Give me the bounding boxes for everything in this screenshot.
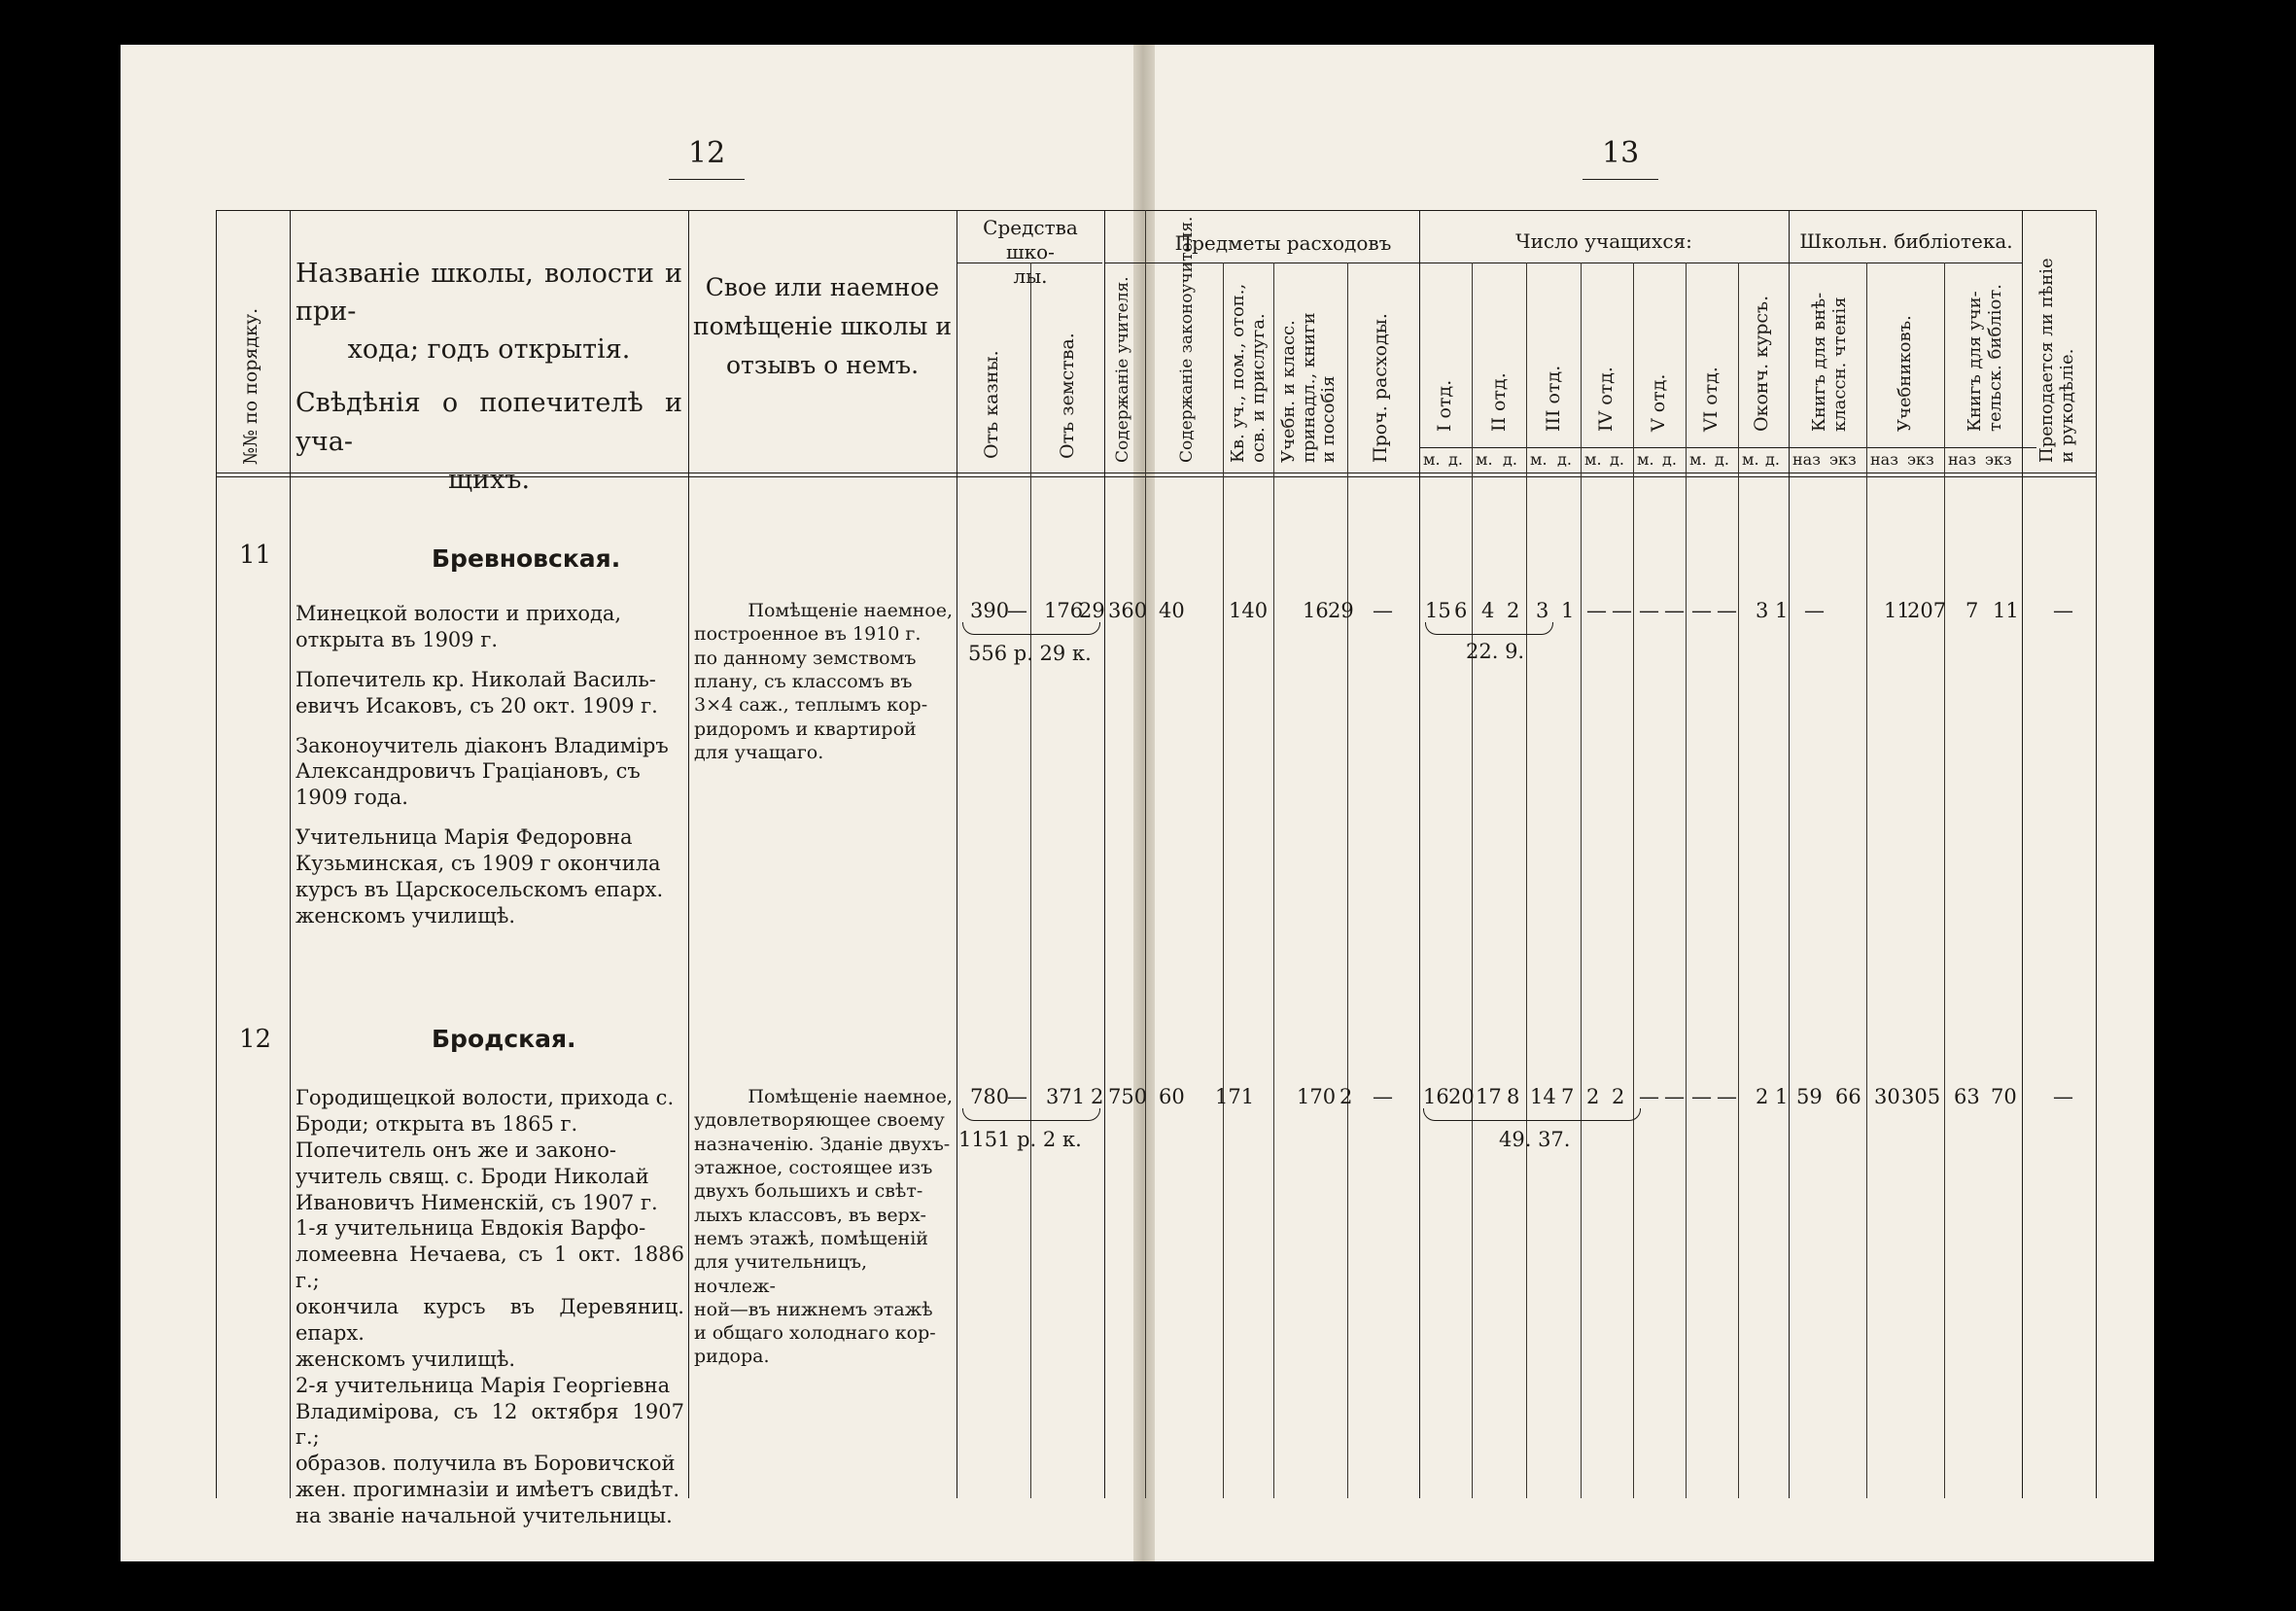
sub-m: м. (1423, 450, 1441, 469)
pupils-m-1: 15 (1425, 599, 1451, 622)
funds-brace (962, 1108, 1100, 1121)
pupils-d-5: — (1664, 599, 1685, 622)
lib-books-eks: 66 (1835, 1085, 1861, 1108)
header-books: Учебн. и класс. принадл., книги и пособія (1278, 312, 1339, 463)
teacher-pay-value: 750 (1108, 1085, 1148, 1108)
law-teacher-value: 40 (1159, 599, 1185, 622)
pupils-m-6: — (1691, 599, 1712, 622)
header-premises: Свое или наемное помѣщеніе школы и отзывъ о немъ. (693, 273, 952, 379)
sub-d: д. (1662, 450, 1677, 469)
sub-d: д. (1448, 450, 1463, 469)
header-dept-2: II отд. (1488, 372, 1510, 432)
housing-value: 171 (1215, 1085, 1255, 1108)
school-info: Минецкой волости и прихода, открыта въ 1909 г. Попечитель кр. Николай Василь- евичъ Исаковъ, съ 20 окт. 1909 г. Законоучитель діаконъ Владиміръ Александровичъ Граціановъ, съ 1909 года. Учительница Марія Федоровна Кузьминская, съ 1909 г окончила курсъ въ Царскосельскомъ епарх. женскомъ училищѣ. (296, 602, 669, 928)
book-gutter (1133, 45, 1155, 1561)
pupils-d-1: 20 (1448, 1085, 1475, 1108)
pupils-m-5: — (1639, 1085, 1659, 1108)
header-expenses: Предметы расходовъ (1174, 231, 1392, 255)
treasury-value: 780 (970, 1085, 1010, 1108)
school-title: Бродская. (432, 1025, 576, 1053)
books-kopecks: 2 (1339, 1085, 1353, 1108)
teacher-lib-eks: 11 (1993, 599, 2019, 622)
header-library: Школьн. библіотека. (1799, 229, 2013, 253)
sub-m: м. (1476, 450, 1493, 469)
other-expenses-value: — (1373, 1085, 1393, 1108)
pupils-d-4: — (1612, 599, 1632, 622)
sub-d: д. (1765, 450, 1780, 469)
header-funds: Средства шко- лы. (983, 216, 1078, 288)
pupils-m-4: — (1586, 599, 1607, 622)
right-page (1144, 45, 2154, 1561)
teacher-lib-naz: 7 (1966, 599, 1979, 622)
header-law-teacher-pay: Содержаніе законоучителя. (1177, 216, 1197, 463)
pupils-d-5: — (1664, 1085, 1685, 1108)
header-finished: Оконч. курсъ. (1751, 295, 1772, 432)
sub-m: м. (1530, 450, 1548, 469)
row-number: 12 (239, 1025, 272, 1054)
finished-m: 3 (1756, 599, 1769, 622)
sub-d: д. (1557, 450, 1572, 469)
pupils-d-6: — (1717, 1085, 1737, 1108)
sub-d: д. (1503, 450, 1517, 469)
header-dept-6: VI отд. (1700, 367, 1722, 432)
books-value: 170 (1297, 1085, 1337, 1108)
pupils-d-3: 1 (1561, 599, 1575, 622)
pupils-m-6: — (1691, 1085, 1712, 1108)
treasury-kopecks: — (1007, 599, 1027, 622)
singing-value: — (2053, 599, 2073, 622)
header-dept-1: I отд. (1434, 379, 1455, 432)
funds-brace (962, 622, 1100, 635)
books-kopecks: 29 (1328, 599, 1354, 622)
header-lib-books: Книгъ для внѣ- классн. чтенія (1809, 292, 1850, 432)
pupils-m-5: — (1639, 599, 1659, 622)
textbooks-naz: 30 (1874, 1085, 1900, 1108)
treasury-kopecks: — (1007, 1085, 1027, 1108)
textbooks-eks: 207 (1907, 599, 1947, 622)
header-singing: Преподается ли пѣніе и рукодѣліе. (2036, 258, 2077, 463)
header-textbooks: Учебниковъ. (1895, 315, 1915, 432)
header-from-zemstvo: Отъ земства. (1057, 333, 1078, 459)
header-dept-5: V отд. (1648, 373, 1669, 432)
pupils-d-2: 2 (1507, 599, 1520, 622)
sub-naz: наз (1948, 450, 1976, 469)
pupils-m-4: 2 (1586, 1085, 1600, 1108)
zemstvo-value: 371 (1046, 1085, 1086, 1108)
zemstvo-kopecks: 2 (1091, 1085, 1104, 1108)
header-from-treasury: Отъ казны. (981, 350, 1002, 459)
header-dept-4: IV отд. (1595, 367, 1617, 432)
sub-d: д. (1715, 450, 1729, 469)
finished-m: 2 (1756, 1085, 1769, 1108)
textbooks-naz: 11 (1884, 599, 1910, 622)
header-pupils: Число учащихся: (1515, 229, 1692, 253)
pupils-total: 22. 9. (1466, 640, 1525, 663)
header-housing: Кв. уч., пом., отоп., осв. и прислуга. (1228, 283, 1269, 463)
lib-books-naz: 59 (1796, 1085, 1823, 1108)
pupils-d-1: 6 (1454, 599, 1468, 622)
pupils-m-3: 3 (1536, 599, 1549, 622)
pupils-d-2: 8 (1507, 1085, 1520, 1108)
textbooks-eks: 305 (1901, 1085, 1941, 1108)
pupils-m-2: 4 (1481, 599, 1495, 622)
teacher-pay-value: 360 (1108, 599, 1148, 622)
school-info: Городищецкой волости, прихода с. Броди; открыта въ 1865 г. Попечитель онъ же и законо- учитель свящ. с. Броди Николай Ивановичъ Нименскій, съ 1907 г. 1-я учительница Евдокія Варфо- ломеевна Нечаева, съ 1 окт. 1886 г.; окончила курсъ въ Деревяниц. епарх. женскомъ училищѣ. 2-я учительница Марія Георгіевна Владимірова, съ 12 октября 1907 г.; образов. получила въ Боровичской жен. прогимназіи и имѣетъ свидѣт. на званіе начальной учительницы. (296, 1086, 684, 1527)
teacher-lib-naz: 63 (1954, 1085, 1980, 1108)
sub-eks: экз (1985, 450, 2012, 469)
singing-value: — (2053, 1085, 2073, 1108)
pupils-total: 49. 37. (1499, 1128, 1571, 1151)
pupils-brace (1423, 1108, 1641, 1121)
sub-m: м. (1742, 450, 1759, 469)
header-other: Проч. расходы. (1370, 313, 1391, 463)
page-number-left: 12 (688, 136, 726, 170)
pupils-brace (1425, 622, 1553, 635)
pupils-m-3: 14 (1530, 1085, 1556, 1108)
header-school-name: Названіе школы, волости и при- хода; годъ открытія. Свѣдѣнія о попечителѣ и уча- щихъ. (296, 259, 682, 495)
lib-books-naz: — (1804, 599, 1825, 622)
sub-d: д. (1610, 450, 1624, 469)
other-expenses-value: — (1373, 599, 1393, 622)
row-number: 11 (239, 541, 272, 570)
sub-eks: экз (1907, 450, 1934, 469)
zemstvo-kopecks: 29 (1079, 599, 1105, 622)
header-dept-3: III отд. (1543, 365, 1564, 432)
finished-d: 1 (1775, 599, 1789, 622)
premises-description: Помѣщеніе наемное, построенное въ 1910 г. по данному земствомъ плану, съ классомъ въ 3×4 саж., теплымъ кор- ридоромъ и квартирой для учащаго. (694, 600, 953, 763)
header-teacher-pay: Содержаніе учителя. (1113, 276, 1132, 463)
finished-d: 1 (1775, 1085, 1789, 1108)
treasury-value: 390 (970, 599, 1010, 622)
funds-total: 1151 р. 2 к. (958, 1128, 1082, 1151)
sub-m: м. (1689, 450, 1707, 469)
pupils-m-1: 16 (1423, 1085, 1449, 1108)
sub-naz: наз (1870, 450, 1898, 469)
pupils-m-2: 17 (1476, 1085, 1502, 1108)
header-row-number: №№ по порядку. (240, 307, 261, 465)
pupils-d-6: — (1717, 599, 1737, 622)
sub-m: м. (1637, 450, 1654, 469)
funds-total: 556 р. 29 к. (968, 642, 1092, 665)
header-teacher-lib: Книгъ для учи- тельск. библіот. (1965, 284, 2005, 432)
premises-description: Помѣщеніе наемное, удовлетворяющее своему назначенію. Зданіе двухъ- этажное, состоящее изъ двухъ большихъ и свѣт- лыхъ классовъ, въ верх- немъ этажѣ, помѣщеній для учительницъ, ночлеж- ной—въ нижнемъ этажѣ и общаго холоднаго кор- ридора. (694, 1086, 953, 1368)
zemstvo-value: 176 (1044, 599, 1084, 622)
pupils-d-3: 7 (1561, 1085, 1575, 1108)
sub-naz: наз (1792, 450, 1821, 469)
books-value: 16 (1303, 599, 1329, 622)
teacher-lib-eks: 70 (1991, 1085, 2017, 1108)
page-number-right: 13 (1602, 136, 1640, 170)
housing-value: 140 (1229, 599, 1269, 622)
sub-m: м. (1584, 450, 1602, 469)
sub-eks: экз (1829, 450, 1857, 469)
school-title: Бревновская. (432, 544, 621, 573)
pupils-d-4: 2 (1612, 1085, 1625, 1108)
law-teacher-value: 60 (1159, 1085, 1185, 1108)
